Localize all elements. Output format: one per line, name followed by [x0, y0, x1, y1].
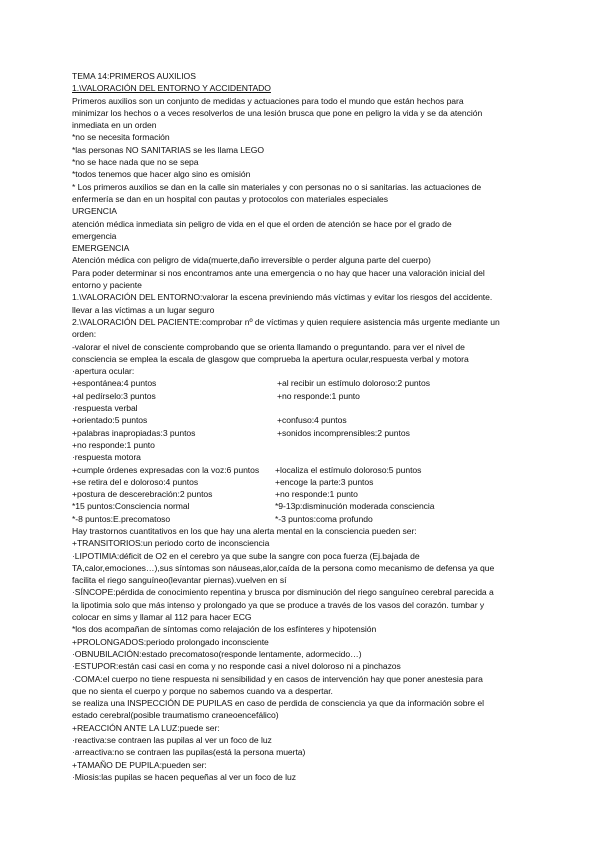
glasgow-motora-table [72, 464, 532, 525]
text-line: Hay trastornos cuantitativos en los que hay una alerta mental en la consciencia pueden ser: [72, 525, 417, 536]
score-right: *9-13p:disminución moderada consciencia [275, 501, 435, 512]
text-block-intro [72, 95, 532, 378]
score-row [72, 427, 532, 439]
text-line: +TRANSITORIOS:un periodo corto de inconsciencia [72, 538, 270, 549]
text-line: EMERGENCIA [72, 243, 130, 254]
text-line: consciencia se emplea la escala de glasgow que comprueba la apertura ocular,respuesta verbal y motora [72, 353, 469, 364]
score-right: +confuso:4 puntos [277, 415, 347, 426]
text-line: la lipotimia solo que más intenso y prolongado ya que se produce a través de los vasos del corazón. tumbar y [72, 599, 485, 610]
score-row [72, 488, 532, 500]
text-line: entorno y paciente [72, 280, 142, 291]
score-row [72, 414, 532, 426]
text-line: minimizar los hechos o a veces resolverlos de una lesión brusca que pone en peligro la vida y se da atención [72, 107, 483, 118]
glasgow-ocular-table [72, 377, 532, 402]
verbal-heading: ·respuesta verbal [72, 403, 138, 414]
score-row [72, 464, 532, 476]
text-line: ·Miosis:las pupilas se hacen pequeñas al ver un foco de luz [72, 771, 296, 782]
text-line: Atención médica con peligro de vida(muerte,daño irreversible o perder alguna parte del cuerpo) [72, 255, 431, 266]
score-row [72, 500, 532, 512]
score-left: +palabras inapropiadas:3 puntos [72, 427, 196, 438]
text-line: ·apertura ocular: [72, 366, 135, 377]
text-line: Primeros auxilios son un conjunto de medidas y actuaciones para todo el mundo que están hechos para [72, 95, 464, 106]
score-right: +al recibir un estímulo doloroso:2 puntos [277, 378, 430, 389]
score-right: +encoge la parte:3 puntos [275, 476, 374, 487]
text-line: Para poder determinar si nos encontramos ante una emergencia o no hay que hacer una valoración inicial del [72, 267, 485, 278]
text-line: -valorar el nivel de consciente comprobando que se orienta llamando o preguntando. para ver el nivel de [72, 341, 465, 352]
section-heading: 1.\VALORACIÓN DEL ENTORNO Y ACCIDENTADO [72, 83, 271, 94]
text-line: ·COMA:el cuerpo no tiene respuesta ni sensibilidad y en casos de intervención hay que poner anestesia para [72, 673, 483, 684]
text-line: +PROLONGADOS:periodo prolongado inconsciente [72, 636, 269, 647]
score-right: +no responde:1 punto [277, 390, 360, 401]
text-line: *los dos acompañan de síntomas como relajación de los esfínteres y hipotensión [72, 624, 377, 635]
text-line: orden: [72, 329, 97, 340]
text-line: URGENCIA [72, 206, 117, 217]
text-line: colocar en sims y llamar al 112 para hacer ECG [72, 612, 252, 623]
motora-heading: ·respuesta motora [72, 452, 141, 463]
text-line: se realiza una INSPECCIÓN DE PUPILAS en caso de perdida de consciencia ya que da información sobre el [72, 698, 484, 709]
text-line: ·reactiva:se contraen las pupilas al ver un foco de luz [72, 735, 272, 746]
text-line: atención médica inmediata sin peligro de vida en el que el orden de atención se hace por el grado de [72, 218, 452, 229]
score-left: +orientado:5 puntos [72, 415, 148, 426]
text-line: *no se hace nada que no se sepa [72, 157, 199, 168]
text-line: 1.\VALORACIÓN DEL ENTORNO:valorar la escena previniendo más víctimas y evitar los riesgos del accidente. [72, 292, 493, 303]
verbal-last-line: +no responde:1 punto [72, 439, 155, 450]
text-line: ·OBNUBILACIÓN:estado precomatoso(responde lentamente, adormecido…) [72, 648, 362, 659]
text-line: TA,calor,emociones…),sus síntomas son náuseas,alor,caída de la persona como mecanismo de defensa ya que [72, 562, 495, 573]
text-line: inmediata en un orden [72, 120, 157, 131]
text-line: *las personas NO SANITARIAS se les llama LEGO [72, 144, 264, 155]
score-row [72, 390, 532, 402]
text-line: ·SÍNCOPE:pérdida de conocimiento repentina y brusca por disminución del riego sanguíneo cerebral parecida a [72, 587, 494, 598]
text-line: llevar a las víctimas a un lugar seguro [72, 304, 215, 315]
score-row [72, 377, 532, 389]
text-line: ·arreactiva:no se contraen las pupilas(está la persona muerta) [72, 747, 306, 758]
score-right: +no responde:1 punto [275, 489, 358, 500]
document-page [72, 70, 532, 783]
text-line: * Los primeros auxilios se dan en la calle sin materiales y con personas no o si sanitarias. las actuaciones de [72, 181, 482, 192]
score-right: +localiza el estímulo doloroso:5 puntos [275, 464, 422, 475]
score-left: *-8 puntos:E.precomatoso [72, 513, 171, 524]
score-left: +al pedírselo:3 puntos [72, 390, 156, 401]
score-left: *15 puntos:Consciencia normal [72, 501, 190, 512]
text-line: +TAMAÑO DE PUPILA:pueden ser: [72, 759, 207, 770]
text-line: ·ESTUPOR:están casi casi en coma y no responde casi a nivel doloroso ni a pinchazos [72, 661, 401, 672]
score-row [72, 476, 532, 488]
document-title: TEMA 14:PRIMEROS AUXILIOS [72, 71, 196, 81]
text-line: que no sienta el cuerpo y porque no sabemos cuando va a despertar. [72, 685, 333, 696]
text-line: facilita el riego sanguíneo(levantar piernas).vuelven en sí [72, 575, 287, 586]
score-left: +se retira del e doloroso:4 puntos [72, 476, 199, 487]
text-line: *todos tenemos que hacer algo sino es omisión [72, 169, 251, 180]
text-line: *no se necesita formación [72, 132, 170, 143]
text-line: emergencia [72, 230, 117, 241]
score-left: +espontánea:4 puntos [72, 378, 157, 389]
text-line: ·LIPOTIMIA:déficit de O2 en el cerebro ya que sube la sangre con poca fuerza (Ej.bajada de [72, 550, 420, 561]
text-line: +REACCIÓN ANTE LA LUZ:puede ser: [72, 722, 220, 733]
score-left: +cumple órdenes expresadas con la voz:6 puntos [72, 464, 260, 475]
text-line: enfermería se dan en un hospital con pautas y protocolos con materiales especiales [72, 193, 388, 204]
score-right: *-3 puntos:coma profundo [275, 513, 373, 524]
text-line: 2.\VALORACIÓN DEL PACIENTE:comprobar nº de víctimas y quien requiere asistencia más urgente mediante un [72, 316, 500, 327]
score-left: +postura de descerebración:2 puntos [72, 489, 213, 500]
score-right: +sonidos incomprensibles:2 puntos [277, 427, 410, 438]
text-line: estado cerebral(posible traumatismo craneoencefálico) [72, 710, 279, 721]
glasgow-verbal-table [72, 414, 532, 439]
score-row [72, 513, 532, 525]
text-block-trastornos [72, 525, 532, 783]
